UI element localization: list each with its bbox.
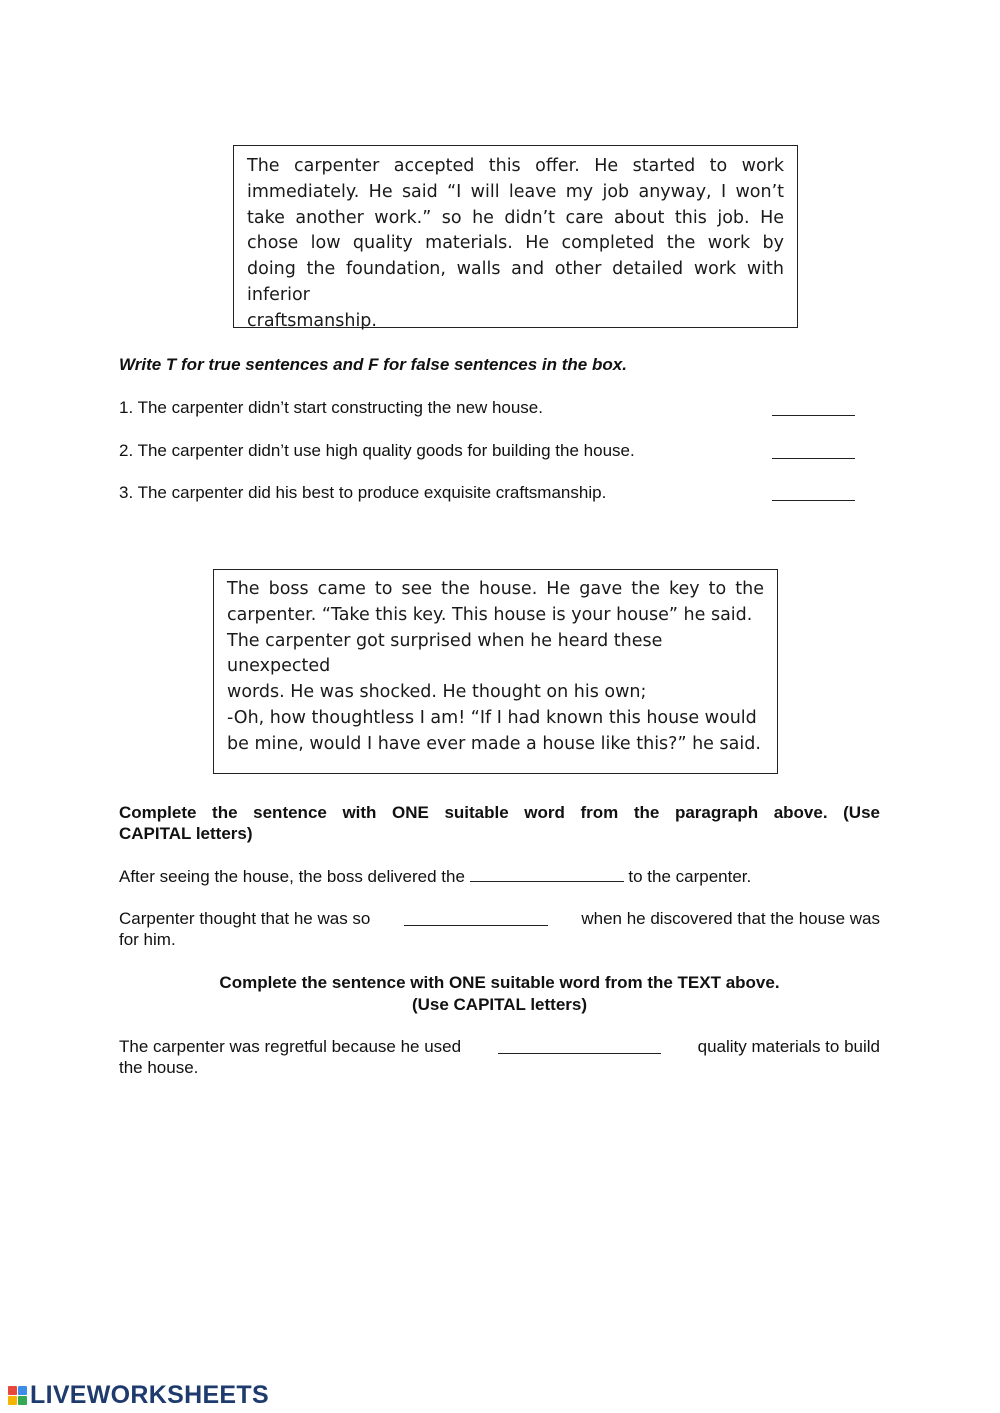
q1-text-after: to the carpenter. — [628, 867, 752, 886]
tf-item-2: 2. The carpenter didn’t use high quality goods for building the house. — [119, 441, 635, 460]
story-2-line: words. He was shocked. He thought on his own; — [227, 682, 647, 703]
story-1-text: The carpenter accepted this offer. He started to work immediately. He said “I will leave my job anyway, I won’t take another work.” so he didn’t care about this job. He chose low quality materials. He completed the work by doing the foundation, walls and other detailed work with inferior — [247, 156, 784, 305]
section3-instruction-line2: (Use CAPITAL letters) — [411, 995, 588, 1014]
q2-text-line2: for him. — [119, 930, 176, 949]
story-2-line: be mine, would I have ever made a house like this?” he said. — [227, 733, 761, 754]
tf-answer-2[interactable] — [772, 458, 855, 459]
story-box-1 — [233, 145, 798, 331]
logo-text: LIVEWORKSHEETS — [30, 1381, 269, 1409]
q2-blank[interactable] — [404, 924, 548, 926]
section2-instruction-line1: Complete the sentence with ONE suitable word from the paragraph above. (Use — [119, 803, 880, 822]
tf-item-1: 1. The carpenter didn’t start constructing the new house. — [119, 398, 543, 417]
section2-instruction-line2: CAPITAL letters) — [119, 824, 253, 843]
story-2-line: The carpenter got surprised when he heard these unexpected — [227, 630, 663, 677]
story-box-2 — [213, 569, 778, 774]
q3-text-before: The carpenter was regretful because he used — [119, 1037, 462, 1056]
story-2-line: The boss came to see the house. He gave the key to the — [227, 579, 764, 599]
logo-block — [8, 1386, 17, 1395]
tf-instruction: Write T for true sentences and F for false sentences in the box. — [119, 355, 627, 374]
q3-text-after: quality materials to build — [697, 1037, 880, 1056]
q1-blank[interactable] — [470, 880, 624, 882]
story-2-line: carpenter. “Take this key. This house is your house” he said. — [227, 604, 753, 625]
fill-question-2 — [119, 909, 880, 929]
logo-block — [18, 1396, 27, 1405]
fill-question-3 — [119, 1037, 880, 1057]
q2-text-after: when he discovered that the house was — [581, 909, 880, 928]
q1-text-before: After seeing the house, the boss delivered the — [119, 867, 465, 886]
story-1-last-line: craftsmanship. — [247, 310, 377, 331]
q3-text-line2: the house. — [119, 1058, 199, 1077]
q2-text-before: Carpenter thought that he was so — [119, 909, 371, 928]
section3-instruction-line1: Complete the sentence with ONE suitable word from the TEXT above. — [219, 973, 780, 992]
liveworksheets-logo[interactable] — [8, 1381, 269, 1410]
q3-blank[interactable] — [498, 1052, 661, 1054]
fill-question-1 — [119, 867, 751, 887]
logo-block — [18, 1386, 27, 1395]
story-2-line: -Oh, how thoughtless I am! “If I had known this house would — [227, 707, 757, 728]
tf-item-3: 3. The carpenter did his best to produce exquisite craftsmanship. — [119, 483, 607, 502]
logo-blocks-icon — [8, 1386, 27, 1405]
tf-answer-3[interactable] — [772, 500, 855, 501]
logo-block — [8, 1396, 17, 1405]
tf-answer-1[interactable] — [772, 415, 855, 416]
